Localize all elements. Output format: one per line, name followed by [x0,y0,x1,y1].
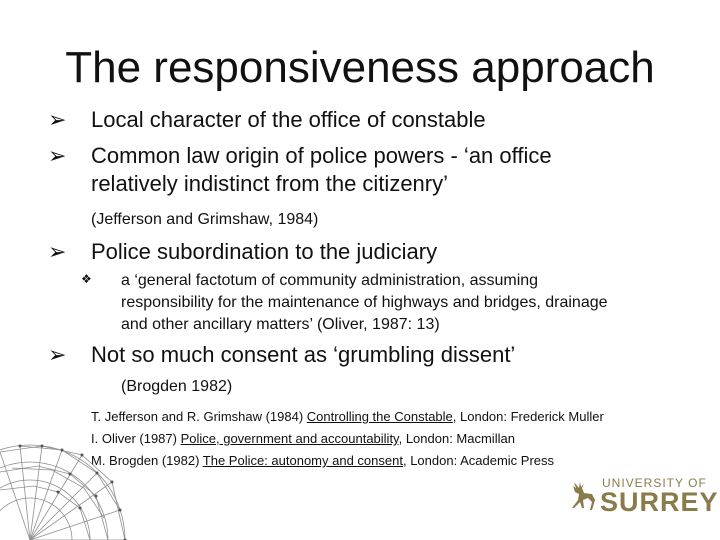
sub-bullet-line2: responsibility for the maintenance of highways and bridges, drainage [121,294,608,311]
diamond-bullet-icon: ❖ [81,272,92,286]
reference-title: Police, government and accountability [180,431,399,446]
reference-oliver: I. Oliver (1987) Police, government and accountability, London: Macmillan [91,431,515,446]
arrow-bullet-icon: ➢ [48,342,67,367]
reference-title: The Police: autonomy and consent [202,453,403,468]
slide-title: The responsiveness approach [65,43,655,92]
bullet-2-text-line2: relatively indistinct from the citizenry’ [91,171,449,196]
logo-university-of: UNIVERSITY OF [602,476,707,490]
bullet-4-text: Not so much consent as ‘grumbling dissent’ [91,342,516,367]
bullet-3-text: Police subordination to the judiciary [91,239,438,264]
bullet-2-text-line1: Common law origin of police powers - ‘an office [91,143,552,168]
arrow-bullet-icon: ➢ [48,143,67,168]
arrow-bullet-icon: ➢ [48,107,67,132]
reference-brogden: M. Brogden (1982) The Police: autonomy and consent, London: Academic Press [91,453,554,468]
reference-title: Controlling the Constable [306,409,453,424]
citation-brogden: (Brogden 1982) [121,378,233,395]
bullet-1-text: Local character of the office of constable [91,107,486,132]
sub-bullet-line1: a ‘general factotum of community administration, assuming [121,272,539,289]
logo-surrey: SURREY [600,487,719,517]
citation-jefferson-grimshaw: (Jefferson and Grimshaw, 1984) [91,211,319,228]
sub-bullet-line3: and other ancillary matters’ (Oliver, 1987: 13) [121,316,440,333]
university-logo [568,472,719,522]
reference-jefferson: T. Jefferson and R. Grimshaw (1984) Controlling the Constable, London: Frederick Muller [91,409,604,424]
stag-icon [568,478,598,518]
geodesic-globe-icon [0,400,150,540]
arrow-bullet-icon: ➢ [48,239,67,264]
